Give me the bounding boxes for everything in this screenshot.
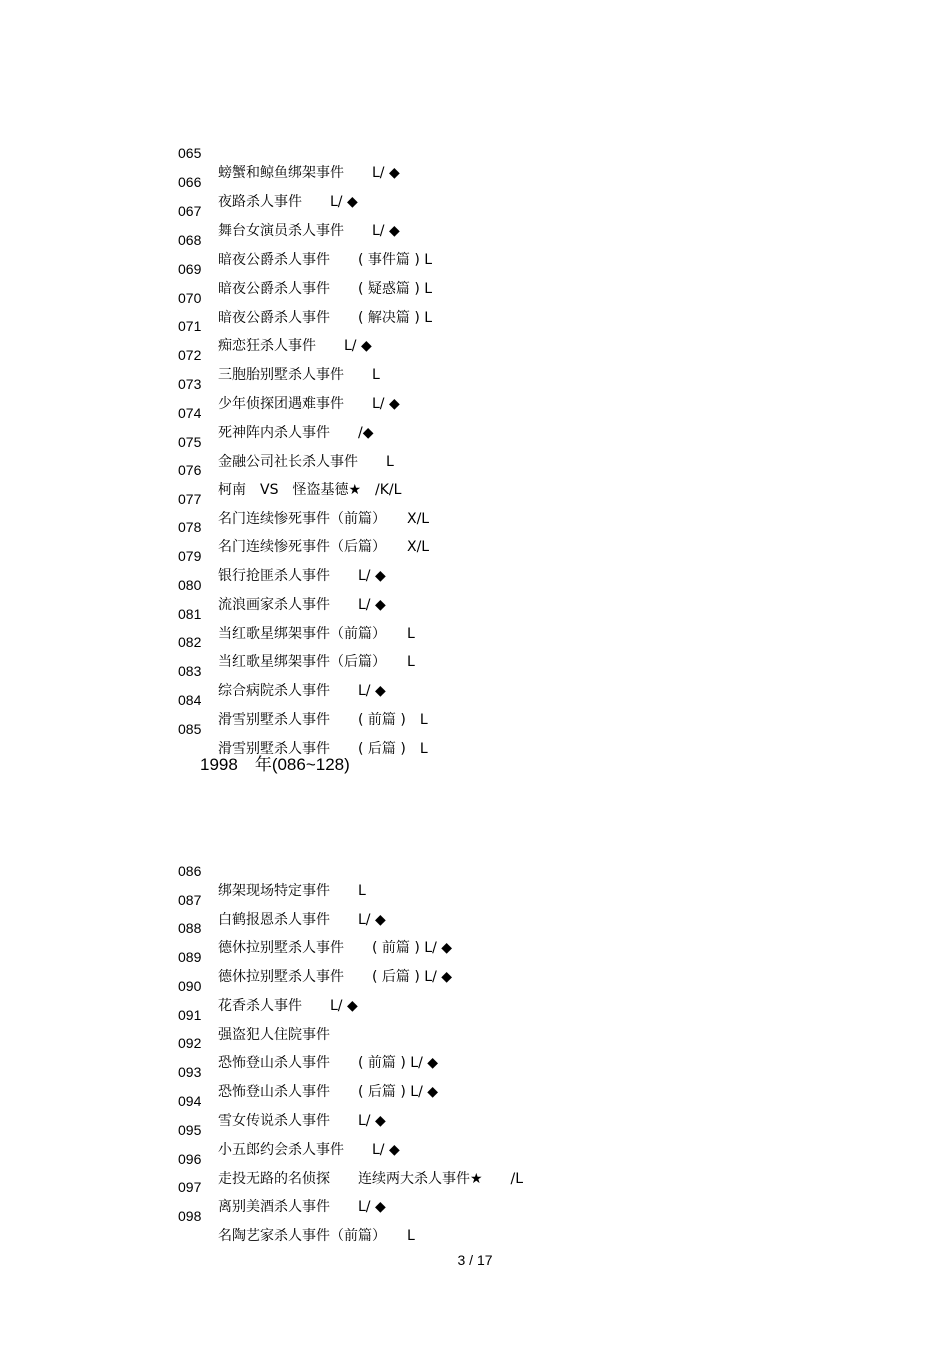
episode-number: 088 <box>178 920 202 936</box>
episode-number: 085 <box>178 721 202 737</box>
episode-title: 离别美酒杀人事件 L/ ◆ <box>218 1199 386 1215</box>
episode-number: 072 <box>178 347 202 363</box>
episode-title: 滑雪别墅杀人事件 ( 前篇 ) L <box>218 712 428 728</box>
episode-title: 暗夜公爵杀人事件 ( 疑惑篇 ) L <box>218 281 433 297</box>
episode-number: 077 <box>178 491 202 507</box>
episode-title: 恐怖登山杀人事件 ( 后篇 ) L/ ◆ <box>218 1084 439 1100</box>
episode-number: 065 <box>178 145 202 161</box>
episode-title: 德休拉别墅杀人事件 ( 后篇 ) L/ ◆ <box>218 969 453 985</box>
episode-number: 073 <box>178 376 202 392</box>
episode-title: 暗夜公爵杀人事件 ( 事件篇 ) L <box>218 252 433 268</box>
episode-title: 绑架现场特定事件 L <box>218 883 366 899</box>
episode-number: 075 <box>178 434 202 450</box>
episode-title: 花香杀人事件 L/ ◆ <box>218 998 358 1014</box>
episode-number: 087 <box>178 892 202 908</box>
episode-number: 080 <box>178 577 202 593</box>
episode-number: 079 <box>178 548 202 564</box>
episode-number: 097 <box>178 1179 202 1195</box>
episode-number: 086 <box>178 863 202 879</box>
episode-number: 095 <box>178 1122 202 1138</box>
episode-number: 098 <box>178 1208 202 1224</box>
episode-title: 白鹤报恩杀人事件 L/ ◆ <box>218 912 386 928</box>
episode-title: 银行抢匪杀人事件 L/ ◆ <box>218 568 386 584</box>
episode-title: 夜路杀人事件 L/ ◆ <box>218 194 358 210</box>
episode-title: 死神阵内杀人事件 /◆ <box>218 425 374 441</box>
episode-number: 094 <box>178 1093 202 1109</box>
episode-title: 螃蟹和鲸鱼绑架事件 L/ ◆ <box>218 165 400 181</box>
episode-title: 痴恋狂杀人事件 L/ ◆ <box>218 338 372 354</box>
episode-title: 名门连续惨死事件（前篇） X/L <box>218 511 430 527</box>
episode-title: 舞台女演员杀人事件 L/ ◆ <box>218 223 400 239</box>
episode-number: 084 <box>178 692 202 708</box>
episode-number: 081 <box>178 606 202 622</box>
episode-number: 091 <box>178 1007 202 1023</box>
episode-title: 暗夜公爵杀人事件 ( 解决篇 ) L <box>218 310 433 326</box>
episode-title: 强盗犯人住院事件 <box>218 1027 330 1043</box>
episode-number: 076 <box>178 462 202 478</box>
episode-number: 090 <box>178 978 202 994</box>
episode-title: 雪女传说杀人事件 L/ ◆ <box>218 1113 386 1129</box>
episode-title: 少年侦探团遇难事件 L/ ◆ <box>218 396 400 412</box>
episode-title: 金融公司社长杀人事件 L <box>218 454 394 470</box>
episode-title: 当红歌星绑架事件（后篇） L <box>218 654 415 670</box>
episode-number: 078 <box>178 519 202 535</box>
episode-number: 096 <box>178 1151 202 1167</box>
episode-title: 名门连续惨死事件（后篇） X/L <box>218 539 430 555</box>
page-indicator: 3 / 17 <box>457 1252 493 1268</box>
episode-number: 067 <box>178 203 202 219</box>
episode-title: 德休拉别墅杀人事件 ( 前篇 ) L/ ◆ <box>218 940 453 956</box>
episode-number: 070 <box>178 290 202 306</box>
section-heading: 1998 年(086~128) <box>200 755 350 774</box>
episode-number: 071 <box>178 318 202 334</box>
episode-number: 074 <box>178 405 202 421</box>
list-item <box>0 841 366 899</box>
episode-title: 综合病院杀人事件 L/ ◆ <box>218 683 386 699</box>
episode-number: 068 <box>178 232 202 248</box>
episode-title: 小五郎约会杀人事件 L/ ◆ <box>218 1142 400 1158</box>
episode-title: 滑雪别墅杀人事件 ( 后篇 ) L <box>218 741 428 757</box>
episode-number: 093 <box>178 1064 202 1080</box>
episode-number: 092 <box>178 1035 202 1051</box>
episode-number: 066 <box>178 174 202 190</box>
episode-title: 柯南 VS 怪盗基德★ /K/L <box>218 482 402 498</box>
episode-number: 083 <box>178 663 202 679</box>
episode-number: 082 <box>178 634 202 650</box>
episode-title: 恐怖登山杀人事件 ( 前篇 ) L/ ◆ <box>218 1055 439 1071</box>
episode-number: 089 <box>178 949 202 965</box>
list-item <box>0 123 400 181</box>
episode-title: 走投无路的名侦探 连续两大杀人事件★ /L <box>218 1171 524 1187</box>
episode-title: 流浪画家杀人事件 L/ ◆ <box>218 597 386 613</box>
episode-number: 069 <box>178 261 202 277</box>
episode-title: 名陶艺家杀人事件（前篇） L <box>218 1228 415 1244</box>
episode-title: 三胞胎别墅杀人事件 L <box>218 367 380 383</box>
episode-title: 当红歌星绑架事件（前篇） L <box>218 626 415 642</box>
